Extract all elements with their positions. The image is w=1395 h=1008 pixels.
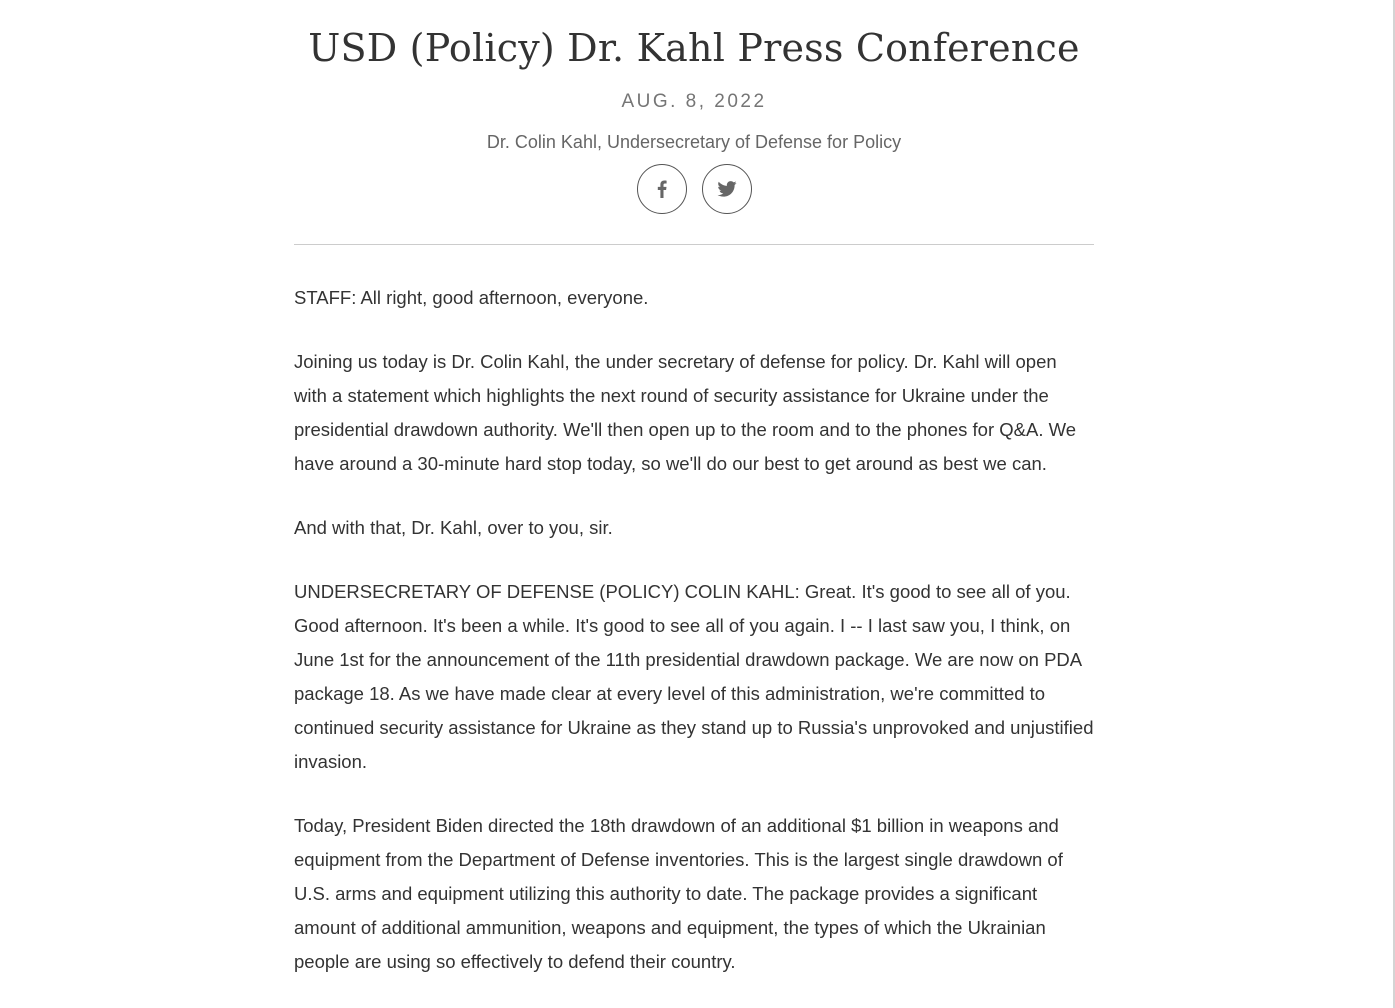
article [294, 0, 1094, 1008]
paragraph: Today, President Biden directed the 18th drawdown of an additional $1 billion in weapons and equipment from the Department of Defense inventories. This is the largest single drawdown of U.S. arms and equipment utilizing this authority to date. The package provides a significant amount of additional ammunition, weapons and equipment, the types of which the Ukrainian people are using so effectively to defend their country. [294, 815, 1063, 972]
facebook-icon [657, 180, 667, 198]
share-buttons [294, 164, 1094, 214]
paragraph: And with that, Dr. Kahl, over to you, sir. [294, 517, 613, 538]
twitter-share-button[interactable] [702, 164, 752, 214]
paragraph: STAFF: All right, good afternoon, everyone. [294, 287, 649, 308]
twitter-icon [717, 181, 737, 197]
article-body [294, 281, 1094, 979]
facebook-share-button[interactable] [637, 164, 687, 214]
paragraph: UNDERSECRETARY OF DEFENSE (POLICY) COLIN KAHL: Great. It's good to see all of you. Good afternoon. It's been a while. It's good to see all of you again. I -- I last saw you, I think, on June 1st for the announcement of the 11th presidential drawdown package. We are now on PDA package 18. As we have made clear at every level of this administration, we're committed to continued security assistance for Ukraine as they stand up to Russia's unprovoked and unjustified invasion. [294, 581, 1094, 772]
paragraph: Joining us today is Dr. Colin Kahl, the under secretary of defense for policy. Dr. Kahl will open with a statement which highlights the next round of security assistance for Ukraine under the presidential drawdown authority. We'll then open up to the room and to the phones for Q&A. We have around a 30-minute hard stop today, so we'll do our best to get around as best we can. [294, 351, 1077, 474]
header-divider [294, 244, 1094, 245]
byline: Dr. Colin Kahl, Undersecretary of Defense for Policy [486, 132, 902, 152]
page-title: USD (Policy) Dr. Kahl Press Conference [308, 26, 1080, 70]
publish-date: AUG. 8, 2022 [621, 91, 767, 112]
